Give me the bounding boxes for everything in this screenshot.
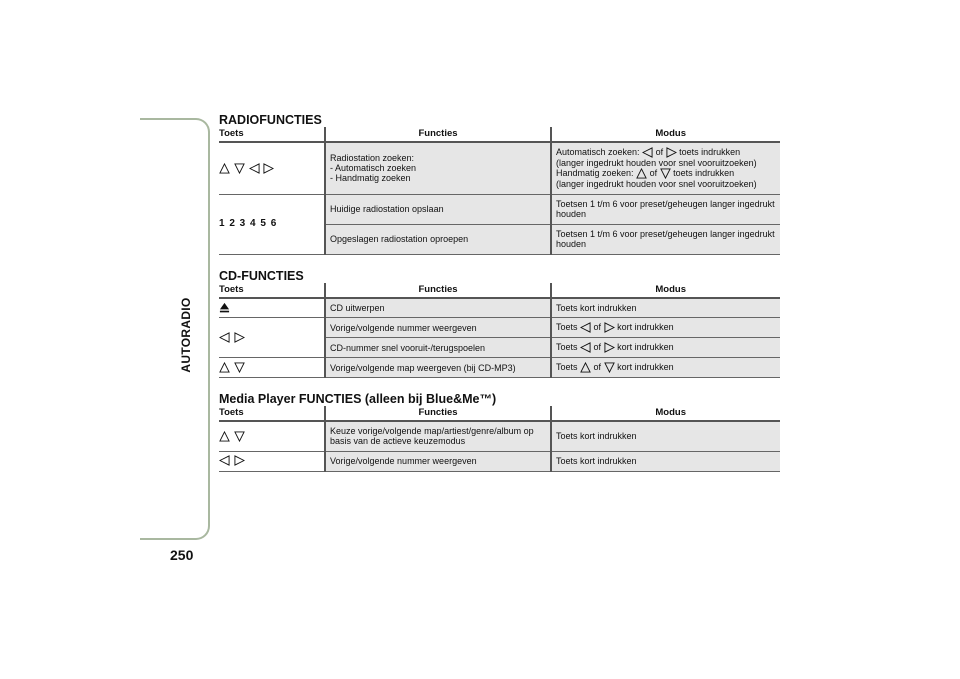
functie-cell: CD uitwerpen [325,298,551,318]
functie-cell: Vorige/volgende nummer weergeven [325,451,551,471]
functie-cell: Vorige/volgende nummer weergeven [325,318,551,338]
header-functies: Functies [325,283,551,298]
modus-cell [551,318,780,338]
modus-line [556,147,776,158]
key-cell [219,451,325,471]
modus-line: Toetsen 1 t/m 6 voor preset/geheugen langer ingedrukt [556,229,775,239]
modus-text: toets indrukken [673,168,735,179]
modus-cell [551,142,780,194]
table-row [219,451,780,471]
modus-cell [551,224,780,254]
triangle-up-icon [219,163,230,174]
functie-cell: Huidige radiostation opslaan [325,194,551,224]
modus-text: kort indrukken [617,361,674,372]
key-cell [219,142,325,194]
modus-text: Handmatig zoeken: [556,168,634,179]
functie-line: - Automatisch zoeken [330,163,417,174]
table-row [219,194,780,224]
triangle-left-icon [580,322,591,333]
triangle-up-icon [580,362,591,373]
functie-line: Keuze vorige/volgende map/artiest/genre/album op [330,426,534,437]
modus-cell [551,338,780,358]
triangle-down-icon [234,431,245,442]
modus-text: kort indrukken [617,321,674,332]
page-content [219,113,780,472]
side-tab-frame [140,118,210,540]
triangle-left-icon [219,332,230,343]
modus-line: (langer ingedrukt houden voor snel vooruitzoeken) [556,158,757,169]
header-functies: Functies [325,127,551,142]
modus-line: (langer ingedrukt houden voor snel vooruitzoeken) [556,179,757,190]
triangle-up-icon [219,431,230,442]
modus-text: of [655,147,664,158]
media-title-suffix: Blue&Me™) [426,392,497,406]
modus-text: of [593,321,602,332]
triangle-right-icon [234,332,245,343]
modus-text: Automatisch zoeken: [556,147,640,158]
triangle-right-icon [604,342,615,353]
triangle-right-icon [604,322,615,333]
modus-cell [551,358,780,378]
header-toets: Toets [219,127,325,142]
modus-cell: Toets kort indrukken [551,298,780,318]
modus-text: of [649,168,658,179]
triangle-down-icon [604,362,615,373]
media-table [219,406,780,472]
header-toets: Toets [219,283,325,298]
triangle-right-icon [263,163,274,174]
radio-section-title: RADIOFUNCTIES [219,113,322,127]
modus-cell: Toets kort indrukken [551,451,780,471]
modus-line [556,168,776,179]
functie-line: - Handmatig zoeken [330,173,411,184]
functie-cell: Vorige/volgende map weergeven (bij CD-MP3) [325,358,551,378]
triangle-right-icon [666,147,677,158]
triangle-left-icon [219,455,230,466]
modus-text: kort indrukken [617,341,674,352]
triangle-down-icon [234,163,245,174]
table-row [219,421,780,451]
modus-line: houden [556,239,587,249]
functie-cell: CD-nummer snel vooruit-/terugspoelen [325,338,551,358]
triangle-left-icon [580,342,591,353]
table-row [219,298,780,318]
table-header-row [219,283,780,298]
modus-line: houden [556,209,587,219]
eject-icon [219,302,230,313]
table-header-row [219,127,780,142]
triangle-down-icon [234,362,245,373]
key-cell [219,318,325,358]
media-section-title [219,392,780,406]
media-title-text: Media Player FUNCTIES (alleen bij [219,392,423,406]
functie-line: Radiostation zoeken: [330,153,415,164]
page-number: 250 [170,547,194,563]
modus-text: toets indrukken [679,147,741,158]
table-row [219,358,780,378]
functie-cell: Opgeslagen radiostation oproepen [325,224,551,254]
radio-table [219,127,780,255]
triangle-up-icon [219,362,230,373]
triangle-up-icon [636,168,647,179]
cd-section-title: CD-FUNCTIES [219,268,304,283]
modus-cell: Toets kort indrukken [551,421,780,451]
table-header-row [219,406,780,421]
triangle-right-icon [234,455,245,466]
modus-line: Toetsen 1 t/m 6 voor preset/geheugen langer ingedrukt [556,199,775,209]
key-cell-numbers: 1 2 3 4 5 6 [219,194,325,254]
functie-cell [325,142,551,194]
functie-line: basis van de actieve keuzemodus [330,436,466,447]
header-toets: Toets [219,406,325,421]
key-cell [219,421,325,451]
header-modus: Modus [551,406,780,421]
header-modus: Modus [551,127,780,142]
table-row [219,318,780,338]
triangle-left-icon [642,147,653,158]
functie-cell [325,421,551,451]
key-cell [219,298,325,318]
key-cell [219,358,325,378]
modus-text: Toets [556,341,578,352]
triangle-left-icon [249,163,260,174]
header-modus: Modus [551,283,780,298]
table-row [219,142,780,194]
cd-table [219,283,780,379]
modus-cell [551,194,780,224]
modus-text: of [593,341,602,352]
triangle-down-icon [660,168,671,179]
side-section-label: AUTORADIO [179,297,193,373]
modus-text: of [593,361,602,372]
modus-text: Toets [556,321,578,332]
modus-text: Toets [556,361,578,372]
header-functies: Functies [325,406,551,421]
